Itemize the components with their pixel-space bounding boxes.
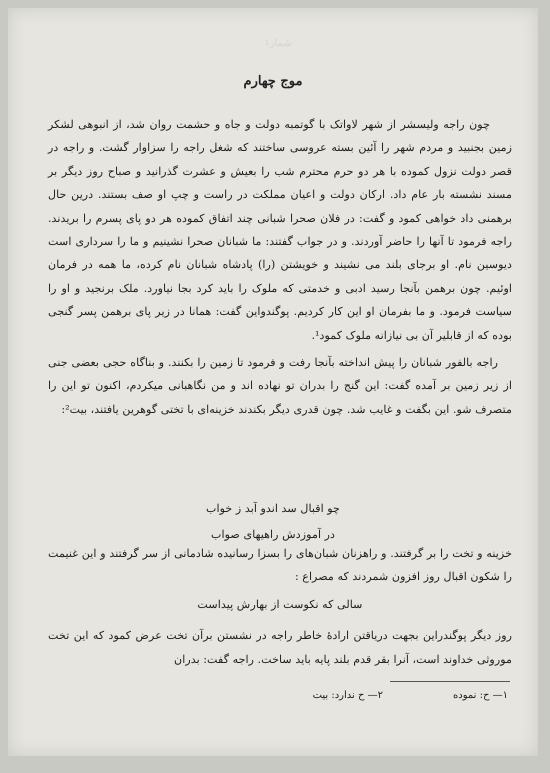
poem-couplet	[8, 496, 538, 548]
paragraph-3: خزينه و تخت را بر گرفتند. و راهزنان شبان‌های را بسزا رسانيده شادمانی از سر گرفتند و اين غنيمت را شکون اقبال روز افزون شمردند که مصراع :	[48, 547, 512, 584]
faded-heading-mark: شمار۱	[264, 38, 292, 49]
main-text-block	[48, 113, 512, 425]
footnote-rule	[390, 681, 510, 682]
continuation-text-block	[48, 542, 512, 671]
footnotes	[168, 690, 508, 701]
paragraph-4: روز ديگر پوگندراين بجهت درياقتن ارادهٔ خاطر راجه در نشستن برآن تخت عرض کمود که اين تخت موروثی خداوند است، آنرا بقر قدم بلند پايه بايد ساخت. راجه گفت: بدران	[48, 629, 512, 666]
section-title: موج چهارم	[243, 74, 303, 89]
document-page	[8, 8, 538, 756]
paragraph-2: راجه بالفور شبانان را پيش انداخته بآنجا رفت و فرمود تا زمين را بکنند. و بناگاه حجی بعضی جنی از زير زمين بر آمده گفت: اين گنج را بدران تو نهاده اند و من نگاهبانی ميکردم، اکنون تو اين را متصرف شو. اين بگفت و غايب شد. چون قدری ديگر بکندند خزينه‌ای با تختی گوهرين يافتند، بيت²:	[48, 356, 512, 416]
poem-line-2: در آموزدش راهیهای صواب	[210, 528, 335, 541]
poem-line-1: چو اقبال سد اندو آبد ز خواب	[206, 502, 340, 515]
paragraph-1: چون راجه وليسشر از شهر لاواتک با گوتمبه دولت و جاه و حشمت روان شد، از انبوهی لشکر زمين بجنبيد و مردم شهر را آئين بسته عروسی ساختند که شغل راجه را سزاوار گشت. و راجه در قصر دولت نزول کموده با هر دو حرم محترم شب را بعيش و عشرت گذرانيد و صباح روز ديگر بر مسند نشسته بار عام داد. ارکان دولت و اعيان مملکت در راست و چپ او صف بستند. درين حال برهمنی داد خواهی کمود و گفت: در فلان صحرا شبانی چند اتفاق کموده هر دو پای پسرم را بريدند. راجه فرمود تا آنها را حاضر آوردند. و در جواب گفتند: ما شبانان صحرا نشينيم و ما را سرداری است ديوسين نام. او برجای بلند می نشيند و خويشتن (را) پادشاه شبانان نام کرده، ما همه در فرمان اوئيم. چون برهمن بآنجا رسيد ادبی و خدمتی که ملوک را بايد کرد بجا نياورد. ملک برنجيد و او را سياست فرمود. و ما بفرمان او اين کار کرديم. پوگندواين گفت: همانا در زير پای برهمن پسر گنجی بوده که از قابلير آن بی نيازانه ملوک کمود¹.	[48, 118, 512, 342]
hemistich-verse: سالی که نکوست از بهارش پيداست	[197, 597, 363, 611]
footnote-1: ۱— ح: نموده	[453, 690, 508, 701]
footnote-2: ۲— ح ندارد: بيت	[312, 690, 384, 701]
